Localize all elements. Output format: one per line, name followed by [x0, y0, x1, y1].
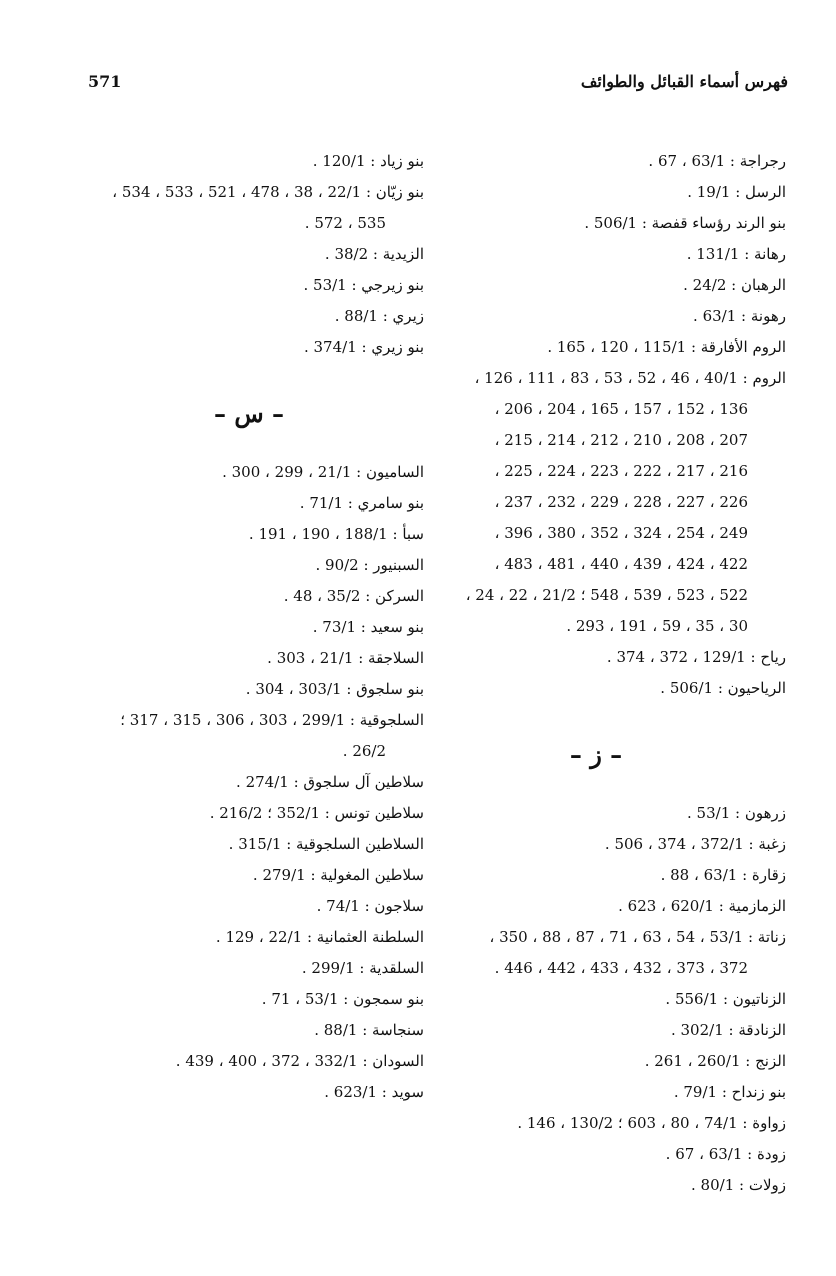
index-entry: السلاجقة : 21/1 ، 303 .	[267, 649, 424, 667]
index-entry-continuation: 522 ، 523 ، 539 ، 548 ؛ 21/2 ، 22 ، 24 ،	[465, 586, 748, 604]
index-entry: بنو زيري : 374/1 .	[303, 338, 424, 356]
index-entry-continuation: 216 ، 217 ، 222 ، 223 ، 224 ، 225 ،	[494, 462, 748, 480]
index-entry: الزناتيون : 556/1 .	[665, 990, 786, 1008]
index-entry: الزنج : 260/1 ، 261 .	[644, 1052, 786, 1070]
running-title: فهرس أسماء القبائل والطوائف	[580, 72, 788, 91]
index-entry: زناتة : 53/1 ، 54 ، 63 ، 71 ، 87 ، 88 ، 350 ،	[489, 928, 786, 946]
index-entry-continuation: 136 ، 152 ، 157 ، 165 ، 204 ، 206 ،	[494, 400, 748, 418]
index-entry: سلاطين تونس : 352/1 ؛ 216/2 .	[209, 804, 424, 822]
index-entry: السلطنة العثمانية : 22/1 ، 129 .	[215, 928, 424, 946]
index-entry: الزمازمية : 620/1 ، 623 .	[618, 897, 786, 915]
index-entry: الزيدية : 38/2 .	[324, 245, 424, 263]
index-entry-continuation: 30 ، 35 ، 59 ، 191 ، 293 .	[566, 617, 748, 635]
index-entry: سلاجون : 74/1 .	[316, 897, 424, 915]
index-entry: السودان : 332/1 ، 372 ، 400 ، 439 .	[175, 1052, 424, 1070]
index-entry: زواوة : 74/1 ، 80 ، 603 ؛ 130/2 ، 146 .	[517, 1114, 786, 1132]
index-entry-continuation: 372 ، 373 ، 432 ، 433 ، 442 ، 446 .	[494, 959, 748, 977]
index-entry: الرياحيون : 506/1 .	[660, 679, 786, 697]
index-entry: السلجوقية : 299/1 ، 303 ، 306 ، 315 ، 317 ؛	[120, 711, 424, 729]
index-entry: الرهبان : 24/2 .	[683, 276, 786, 294]
index-entry: السلقدية : 299/1 .	[301, 959, 424, 977]
index-entry: بنو سامري : 71/1 .	[299, 494, 424, 512]
index-entry-continuation: 26/2 .	[342, 742, 386, 760]
page-number: 571	[88, 72, 122, 91]
index-entry-continuation: 226 ، 227 ، 228 ، 229 ، 232 ، 237 ،	[494, 493, 748, 511]
index-entry: سنجاسة : 88/1 .	[314, 1021, 424, 1039]
index-entry-continuation: 422 ، 424 ، 439 ، 440 ، 481 ، 483 ،	[494, 555, 748, 573]
index-entry: رياح : 129/1 ، 372 ، 374 .	[606, 648, 786, 666]
index-entry: السلاطين السلجوقية : 315/1 .	[228, 835, 424, 853]
index-entry: الرسل : 19/1 .	[687, 183, 786, 201]
index-entry: الروم الأفارقة : 115/1 ، 120 ، 165 .	[547, 338, 786, 356]
index-entry: الساميون : 21/1 ، 299 ، 300 .	[222, 463, 424, 481]
index-entry: رجراجة : 63/1 ، 67 .	[648, 152, 786, 170]
index-entry: سويد : 623/1 .	[324, 1083, 424, 1101]
index-column-right	[406, 146, 786, 1201]
index-entry: بنو زيّان : 22/1 ، 38 ، 478 ، 521 ، 533 ، 534 ،	[112, 183, 424, 201]
index-entry: زرهون : 53/1 .	[687, 804, 786, 822]
section-letter-heading: – س –	[213, 399, 284, 428]
index-column-left	[74, 146, 424, 1108]
index-entry: الروم : 40/1 ، 46 ، 52 ، 53 ، 83 ، 111 ، 126 ،	[474, 369, 786, 387]
index-entry: زولات : 80/1 .	[691, 1176, 786, 1194]
index-entry-continuation: 535 ، 572 .	[304, 214, 386, 232]
index-entry: سلاطين المغولية : 279/1 .	[252, 866, 424, 884]
index-entry: بنو سمجون : 53/1 ، 71 .	[261, 990, 424, 1008]
index-entry: رهونة : 63/1 .	[693, 307, 786, 325]
page-header	[88, 72, 788, 104]
index-entry: زغبة : 372/1 ، 374 ، 506 .	[604, 835, 786, 853]
index-entry: زيري : 88/1 .	[334, 307, 424, 325]
index-entry: السبنيور : 90/2 .	[315, 556, 424, 574]
index-entry: بنو زنداح : 79/1 .	[673, 1083, 786, 1101]
index-entry-continuation: 207 ، 208 ، 210 ، 212 ، 214 ، 215 ،	[494, 431, 748, 449]
index-entry-continuation: 249 ، 254 ، 324 ، 352 ، 380 ، 396 ،	[494, 524, 748, 542]
index-entry: السركن : 35/2 ، 48 .	[283, 587, 424, 605]
index-entry: سبأ : 188/1 ، 190 ، 191 .	[248, 525, 424, 543]
index-entry: الزنادقة : 302/1 .	[670, 1021, 786, 1039]
index-entry: سلاطين آل سلجوق : 274/1 .	[236, 773, 424, 791]
index-entry: زقارة : 63/1 ، 88 .	[660, 866, 786, 884]
index-entry: بنو زياد : 120/1 .	[312, 152, 424, 170]
index-entry: بنو سلجوق : 303/1 ، 304 .	[245, 680, 424, 698]
section-letter-heading: – ز –	[569, 740, 623, 769]
index-entry: زودة : 63/1 ، 67 .	[665, 1145, 786, 1163]
index-entry: بنو الرند رؤساء قفصة : 506/1 .	[584, 214, 786, 232]
index-entry: بنو سعيد : 73/1 .	[312, 618, 424, 636]
index-entry: بنو زيرجي : 53/1 .	[303, 276, 424, 294]
index-entry: رهانة : 131/1 .	[686, 245, 786, 263]
